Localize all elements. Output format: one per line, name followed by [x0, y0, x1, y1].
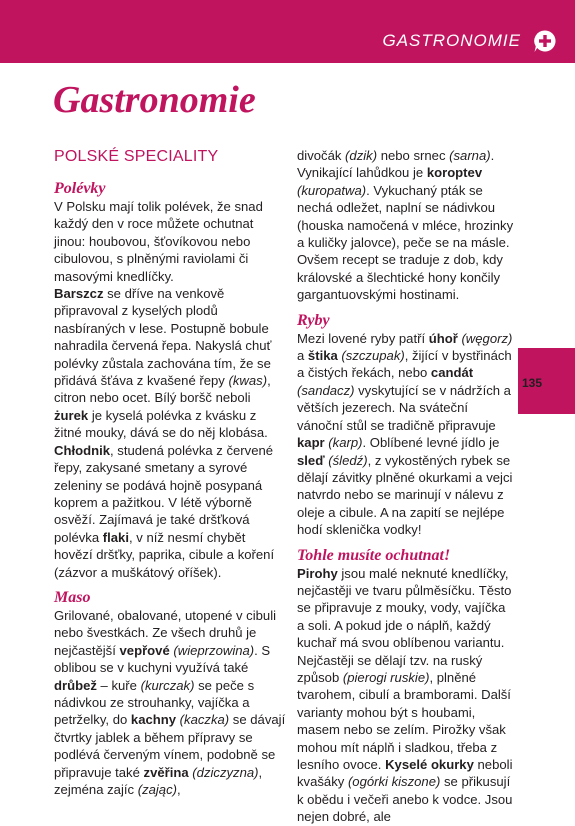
- section-heading: POLSKÉ SPECIALITY: [54, 148, 219, 165]
- subheading-fish: Ryby: [297, 311, 330, 329]
- header-bar: [0, 0, 575, 63]
- column-right: [297, 147, 515, 826]
- page-number: 135: [522, 376, 543, 390]
- section-label: GASTRONOMIE: [382, 31, 521, 50]
- column-left: [54, 147, 286, 798]
- paragraph-must-try: Pirohy jsou malé neknuté knedlíčky, nejčastěji ve tvaru půlměsíčku. Těsto se připravuje z mouky, vody, vajíčka a soli. A pokud jde o náplň, každý kuchař má svou oblíbenou variantu. Nejčastěji se dělají tzv. na ruský způsob (pierogi ruskie), plněné tvarohem, cibulí a bramborami. Další varianty mohou být s houbami, masem nebo se zelím. Pirožky však mohou mít náplň i sladkou, třeba z lesního ovoce. Kyselé okurky neboli kvašáky (ogórki kiszone) se přikusují k obědu i večeři anebo k vodce. Jsou nejen dobré, ale: [297, 565, 513, 825]
- page-title: Gastronomie: [53, 79, 256, 121]
- subheading-meat: Maso: [54, 588, 91, 606]
- subheading-soups: Polévky: [54, 180, 106, 197]
- plus-icon: [533, 29, 557, 53]
- paragraph-soups-intro: V Polsku mají tolik polévek, že snad každý den v roce můžete ochutnat jinou: houbovou, šťovíkovou nebo cibulovou, s plněnými raviolami či masovými knedlíčky.: [54, 199, 263, 284]
- paragraph-game: divočák (dzik) nebo srnec (sarna). Vynikající lahůdkou je koroptev (kuropatwa). Vykuchaný pták se nechá odležet, naplní se nádivkou (houska namočená v mléce, hrozinky a kuličky jalovce), peče se na másle. Ovšem recept se traduje z dob, kdy královské a šlechtické hony končily gargantuovskými hostinami.: [297, 148, 514, 303]
- paragraph-soups-detail: Barszcz se dříve na venkově připravoval z kyselých plodů nasbíraných v lese. Postupně bobule nahradila červená řepa. Nakyslá chuť polévky zůstala zachována tím, že se přidává šťáva z kvašené řepy (kwas), citron nebo ocet. Bílý boršč neboli żurek je kyselá polévka z kvásku z žitné mouky, dává se do něj klobása. Chłodnik, studená polévka z červené řepy, zakysané smetany a syrové zeleniny se podává hojně posypaná koprem a pažitkou. V létě výborně osvěží. Zajímavá je také dršťková polévka flaki, v níž nesmí chybět hovězí dršťky, paprika, cibule a koření (zázvor a muškátový oříšek).: [54, 286, 275, 580]
- subheading-must-try: Tohle musíte ochutnat!: [297, 546, 451, 564]
- paragraph-meat: Grilované, obalované, utopené v cibuli nebo švestkách. Ze všech druhů je nejčastější vepřové (wieprzowina). S oblibou se v kuchyni využívá také drůbež – kuře (kurczak) se peče s nádivkou ze strouhanky, vajíčka a petrželky, do kachny (kaczka) se dávají čtvrtky jablek a během přípravy se podlévá červeným vínem, podobně se připravuje také zvěřina (dziczyzna), zejména zajíc (zając),: [54, 607, 286, 797]
- paragraph-fish: Mezi lovené ryby patří úhoř (węgorz) a štika (szczupak), žijící v bystřinách a čistých řekách, nebo candát (sandacz) vyskytující se v nádržích a větších jezerech. Na sváteční vánoční stůl se tradičně připravuje kapr (karp). Oblíbené levné jídlo je sleď (śledź), z vykostěných rybek se dělají závitky plněné okurkami a vejci natvrdo nebo se marinují v nálevu z oleje a cibule. A na zapití se nejlépe hodí sklenička vodky!: [297, 330, 513, 538]
